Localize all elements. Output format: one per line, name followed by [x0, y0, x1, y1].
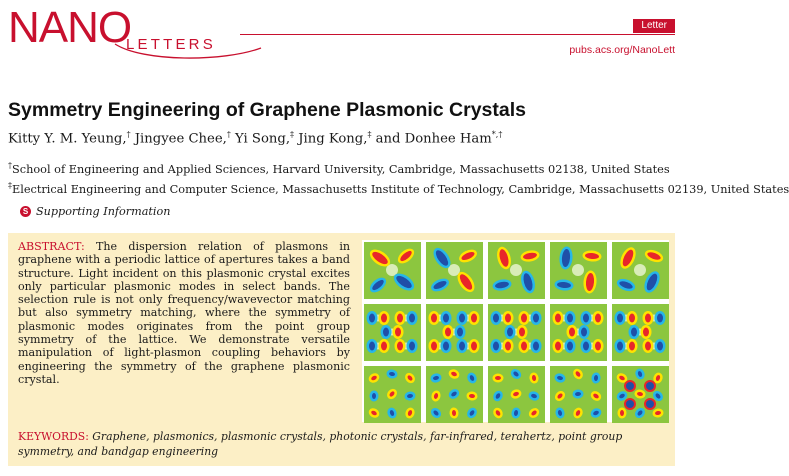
affiliation-mark: † [126, 130, 131, 139]
field-map-panel [612, 366, 669, 423]
field-map-panel [612, 304, 669, 361]
field-map-panel [612, 242, 669, 299]
field-map-panel [488, 304, 545, 361]
field-map-panel [364, 366, 421, 423]
affiliation-mark: *,† [491, 130, 503, 139]
affiliation-mark: † [226, 130, 231, 139]
author-name[interactable]: Jing Kong, [294, 131, 368, 147]
affiliation-mark: ‡ [367, 130, 372, 139]
affiliation-mark: ‡ [8, 181, 12, 190]
supporting-information-link[interactable] [20, 205, 170, 218]
field-map-panel [426, 242, 483, 299]
abstract-label: ABSTRACT: [18, 240, 85, 253]
header-rule [240, 34, 675, 35]
affiliation-mark: ‡ [290, 130, 295, 139]
abstract [18, 240, 350, 386]
author-name[interactable]: Jingyee Chee, [130, 131, 227, 147]
field-map-panel [426, 366, 483, 423]
journal-logo [8, 3, 258, 54]
keywords [18, 430, 658, 459]
field-map-panel [550, 304, 607, 361]
keywords-label: KEYWORDS: [18, 430, 89, 443]
author-name[interactable]: and Donhee Ham [371, 131, 492, 147]
affiliation-mark: † [8, 161, 12, 170]
field-map-panel [488, 242, 545, 299]
logo-wordmark: NANO [8, 3, 132, 52]
supporting-info-label: Supporting Information [36, 205, 171, 218]
affiliation-1 [8, 161, 670, 176]
article-type-badge: Letter [633, 19, 675, 33]
abstract-text: The dispersion relation of plasmons in graphene with a periodic lattice of apertures takes a band structure. Light incident on this plasmonic crystal excites only particular plasmonic modes in select bands. The selection rule is not only frequency/wavevector matching but also symmetry matching, where the symmetry of plasmonic modes originates from the point group symmetry of the lattice. We demonstrate versatile manipulation of light-plasmon coupling behaviors by engineering the symmetry of the graphene plasmonic crystal. [18, 240, 351, 386]
author-list [8, 130, 502, 146]
field-map-panel [364, 242, 421, 299]
keywords-text: Graphene, plasmonics, plasmonic crystals, photonic crystals, far-infrared, terahertz, point group symmetry, and bandgap engineering [18, 430, 623, 458]
field-map-panel [364, 304, 421, 361]
author-name[interactable]: Kitty Y. M. Yeung, [8, 131, 127, 147]
abstract-box [8, 233, 675, 466]
logo-subtitle: LETTERS [126, 36, 216, 53]
field-map-panel [426, 304, 483, 361]
supporting-info-icon: S [20, 206, 31, 217]
field-map-panel [488, 366, 545, 423]
author-name[interactable]: Yi Song, [230, 131, 291, 147]
affiliation-text: Electrical Engineering and Computer Science, Massachusetts Institute of Technology, Cambridge, Massachusetts 02139, United States [12, 182, 789, 196]
article-title: Symmetry Engineering of Graphene Plasmonic Crystals [8, 99, 526, 121]
toc-figure [362, 240, 669, 422]
field-map-panel [550, 242, 607, 299]
journal-url-link[interactable]: pubs.acs.org/NanoLett [569, 44, 675, 56]
affiliation-2 [8, 181, 789, 196]
affiliation-text: School of Engineering and Applied Sciences, Harvard University, Cambridge, Massachusetts 02138, United States [12, 162, 670, 176]
field-map-panel [550, 366, 607, 423]
